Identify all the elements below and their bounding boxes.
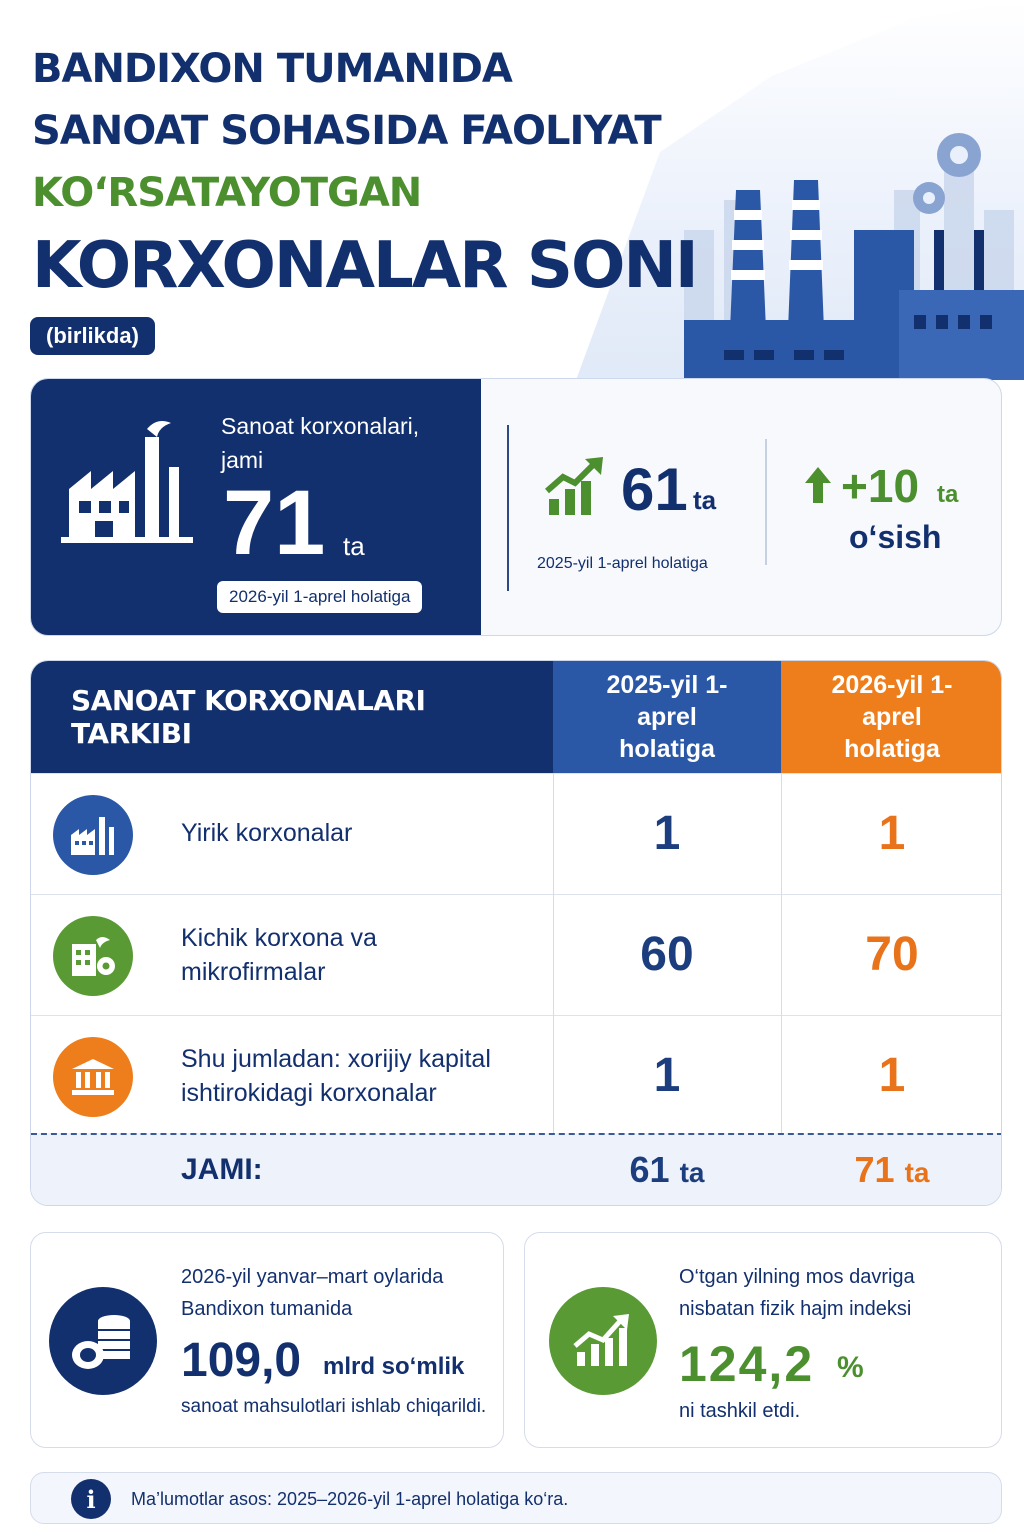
title-line-1: BANDIXON TUMANIDA (32, 46, 512, 92)
growth-unit: ta (937, 481, 959, 508)
total-2026-value: 71 (854, 1149, 895, 1190)
row-value-2026: 1 (878, 1049, 906, 1102)
title-line-2: SANOAT SOHASIDA FAOLIYAT (32, 108, 661, 154)
total-value: 71 (223, 472, 326, 574)
coins-icon (49, 1287, 157, 1395)
small-business-icon (53, 916, 133, 996)
column-divider (781, 773, 782, 1135)
production-value: 109,0 (181, 1334, 302, 1387)
row-label: Shu jumladan: xorijiy kapital ishtirokidagi korxonalar (181, 1045, 491, 1107)
factory-icon (53, 795, 133, 875)
production-text: 2026-yil yanvar–mart oylarida Bandixon tumanida (181, 1266, 444, 1320)
prev-unit: ta (693, 485, 717, 515)
row-value-2026: 1 (878, 807, 906, 860)
total-2025-unit: ta (679, 1157, 705, 1188)
growth-value: +10 (841, 460, 920, 512)
total-2026 (781, 1149, 1002, 1191)
source-note-text: Ma’lumotlar asos: 2025–2026-yil 1-aprel holatiga ko‘ra. (131, 1489, 569, 1509)
column-header-2026-label: 2026-yil 1-aprel holatiga (831, 671, 953, 763)
index-caption: ni tashkil etdi. (679, 1400, 801, 1422)
factory-icon (61, 409, 201, 549)
production-card (30, 1232, 504, 1448)
growth-chart-icon (549, 1287, 657, 1395)
prev-date: 2025-yil 1-aprel holatiga (537, 555, 708, 572)
title-line-4: KORXONALAR SONI (32, 229, 697, 303)
total-2025 (553, 1149, 781, 1191)
column-divider (553, 773, 554, 1135)
total-label: Sanoat korxonalari, jami (221, 413, 420, 473)
row-value-2025: 60 (640, 928, 694, 981)
production-unit: mlrd so‘mlik (323, 1353, 465, 1380)
divider (765, 439, 767, 565)
summary-card (30, 378, 1002, 636)
table-total-row (31, 1133, 1002, 1206)
production-caption: sanoat mahsulotlari ishlab chiqarildi. (181, 1396, 487, 1417)
total-2026-unit: ta (904, 1157, 930, 1188)
row-value-2025: 1 (653, 1049, 681, 1102)
row-label: Kichik korxona va mikrofirmalar (181, 924, 377, 986)
source-note (30, 1472, 1002, 1524)
total-2025-value: 61 (629, 1149, 670, 1190)
row-value-2025: 1 (653, 807, 681, 860)
divider (507, 425, 509, 591)
table-title: SANOAT KORXONALARI TARKIBI (31, 661, 553, 773)
arrow-up-icon (803, 465, 833, 505)
structure-table (30, 660, 1002, 1206)
total-date: 2026-yil 1-aprel holatiga (217, 581, 422, 613)
index-value: 124,2 (679, 1336, 815, 1392)
table-row (31, 1015, 1002, 1136)
growth-chart-icon (545, 455, 607, 517)
row-label: Yirik korxonalar (181, 819, 353, 847)
column-header-2025 (553, 661, 781, 773)
info-icon: i (71, 1479, 111, 1519)
table-row (31, 894, 1002, 1015)
total-row-label: JAMI: (181, 1153, 263, 1186)
column-header-2025-label: 2025-yil 1-aprel holatiga (606, 671, 728, 763)
index-card (524, 1232, 1002, 1448)
bank-icon (53, 1037, 133, 1117)
column-header-2026 (781, 661, 1002, 773)
factory-illustration (644, 80, 1024, 380)
page-title (32, 38, 697, 308)
total-panel (31, 379, 481, 635)
index-text: O‘tgan yilning mos davriga nisbatan fizik hajm indeksi (679, 1266, 915, 1320)
prev-value: 61 (621, 456, 688, 523)
unit-badge: (birlikda) (30, 317, 155, 355)
row-value-2026: 70 (865, 928, 919, 981)
table-row (31, 773, 1002, 894)
total-unit: ta (343, 531, 365, 561)
index-unit: % (837, 1351, 864, 1384)
title-line-3: KO‘RSATAYOTGAN (32, 170, 422, 216)
growth-label: o‘sish (849, 519, 942, 555)
